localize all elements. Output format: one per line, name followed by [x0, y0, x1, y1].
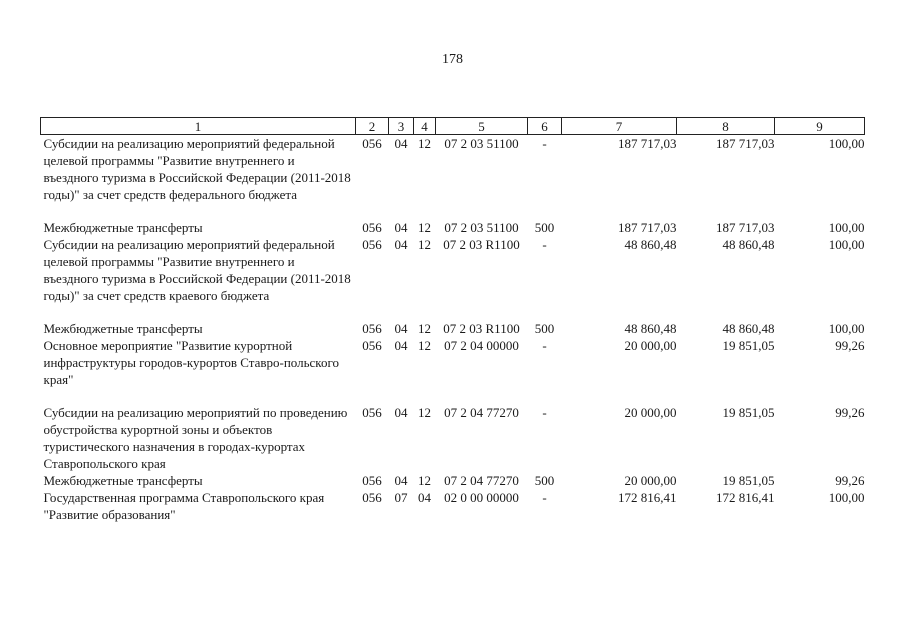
cell-section: 04 — [394, 321, 408, 336]
column-header-1: 1 — [41, 118, 356, 135]
cell-expense-type: - — [542, 136, 547, 151]
cell-target-article: 02 0 00 00000 — [444, 490, 519, 505]
row-name: Межбюджетные трансферты — [43, 473, 203, 488]
cell-expense-type: 500 — [534, 321, 555, 336]
cell-expense-type: - — [542, 237, 547, 252]
table-row — [41, 236, 865, 320]
column-header-6: 6 — [528, 118, 562, 135]
column-header-2: 2 — [356, 118, 389, 135]
cell-subsection: 12 — [418, 473, 431, 488]
cell-percent: 100,00 — [828, 237, 865, 252]
cell-executed: 187 717,03 — [716, 136, 775, 151]
cell-percent: 100,00 — [828, 321, 865, 336]
cell-planned: 172 816,41 — [618, 490, 677, 505]
cell-target-article: 07 2 04 77270 — [444, 405, 519, 420]
cell-planned: 48 860,48 — [624, 237, 677, 252]
cell-subsection: 04 — [418, 490, 431, 505]
row-name: Субсидии на реализацию мероприятий федеральной целевой программы "Развитие внутреннего и въездного туризма в Российской Федерации (2011-2018 годы)" за счет средств краевого бюджета — [43, 237, 351, 303]
cell-planned: 48 860,48 — [624, 321, 677, 336]
cell-executed: 48 860,48 — [722, 237, 775, 252]
cell-section: 04 — [394, 338, 408, 353]
cell-ministry: 056 — [362, 136, 382, 151]
cell-subsection: 12 — [418, 321, 431, 336]
cell-target-article: 07 2 03 51100 — [444, 220, 519, 235]
cell-subsection: 12 — [418, 237, 431, 252]
cell-subsection: 12 — [418, 338, 431, 353]
cell-executed: 19 851,05 — [722, 473, 775, 488]
cell-ministry: 056 — [362, 237, 382, 252]
table-row — [41, 472, 865, 489]
cell-percent: 100,00 — [828, 136, 865, 151]
cell-executed: 187 717,03 — [716, 220, 775, 235]
row-name: Основное мероприятие "Развитие курортной инфраструктуры городов-курортов Ставро-польского края" — [43, 338, 339, 387]
cell-section: 04 — [394, 136, 408, 151]
cell-ministry: 056 — [362, 338, 382, 353]
page-number: 178 — [442, 52, 463, 67]
cell-expense-type: - — [542, 338, 547, 353]
cell-ministry: 056 — [362, 473, 382, 488]
cell-expense-type: 500 — [534, 473, 555, 488]
cell-expense-type: - — [542, 490, 547, 505]
cell-ministry: 056 — [362, 220, 382, 235]
cell-ministry: 056 — [362, 321, 382, 336]
cell-target-article: 07 2 03 51100 — [444, 136, 519, 151]
row-name: Государственная программа Ставропольского края "Развитие образования" — [43, 490, 325, 522]
column-header-9: 9 — [775, 118, 865, 135]
cell-expense-type: 500 — [534, 220, 555, 235]
table-row — [41, 219, 865, 236]
row-name: Межбюджетные трансферты — [43, 220, 203, 235]
cell-executed: 19 851,05 — [722, 405, 775, 420]
cell-section: 04 — [394, 220, 408, 235]
cell-planned: 187 717,03 — [618, 220, 677, 235]
column-header-5: 5 — [436, 118, 528, 135]
cell-percent: 100,00 — [828, 220, 865, 235]
cell-section: 04 — [394, 237, 408, 252]
column-header-7: 7 — [562, 118, 677, 135]
cell-planned: 20 000,00 — [624, 338, 677, 353]
cell-section: 04 — [394, 473, 408, 488]
cell-executed: 172 816,41 — [716, 490, 775, 505]
cell-subsection: 12 — [418, 405, 431, 420]
cell-percent: 99,26 — [835, 473, 865, 488]
cell-percent: 99,26 — [835, 338, 865, 353]
cell-executed: 48 860,48 — [722, 321, 775, 336]
cell-target-article: 07 2 04 00000 — [444, 338, 519, 353]
cell-expense-type: - — [542, 405, 547, 420]
cell-target-article: 07 2 03 R1100 — [443, 321, 520, 336]
cell-percent: 99,26 — [835, 405, 865, 420]
table-header-row — [41, 118, 865, 135]
cell-target-article: 07 2 04 77270 — [444, 473, 519, 488]
cell-planned: 20 000,00 — [624, 405, 677, 420]
budget-table — [40, 117, 865, 523]
row-name: Межбюджетные трансферты — [43, 321, 203, 336]
table-row — [41, 337, 865, 404]
cell-section: 04 — [394, 405, 408, 420]
table-row — [41, 135, 865, 220]
column-header-8: 8 — [677, 118, 775, 135]
cell-ministry: 056 — [362, 490, 382, 505]
cell-subsection: 12 — [418, 220, 431, 235]
column-header-4: 4 — [414, 118, 436, 135]
row-name: Субсидии на реализацию мероприятий по проведению обустройства курортной зоны и объектов туристического назначения в городах-курортах Ставропольского края — [43, 405, 348, 471]
cell-section: 07 — [394, 490, 408, 505]
cell-subsection: 12 — [418, 136, 431, 151]
table-row — [41, 320, 865, 337]
table-row — [41, 489, 865, 523]
table-row — [41, 404, 865, 472]
cell-target-article: 07 2 03 R1100 — [443, 237, 520, 252]
row-name: Субсидии на реализацию мероприятий федеральной целевой программы "Развитие внутреннего и въездного туризма в Российской Федерации (2011-2018 годы)" за счет средств федерального бюджета — [43, 136, 351, 202]
column-header-3: 3 — [389, 118, 414, 135]
cell-ministry: 056 — [362, 405, 382, 420]
cell-percent: 100,00 — [828, 490, 865, 505]
cell-executed: 19 851,05 — [722, 338, 775, 353]
cell-planned: 187 717,03 — [618, 136, 677, 151]
cell-planned: 20 000,00 — [624, 473, 677, 488]
